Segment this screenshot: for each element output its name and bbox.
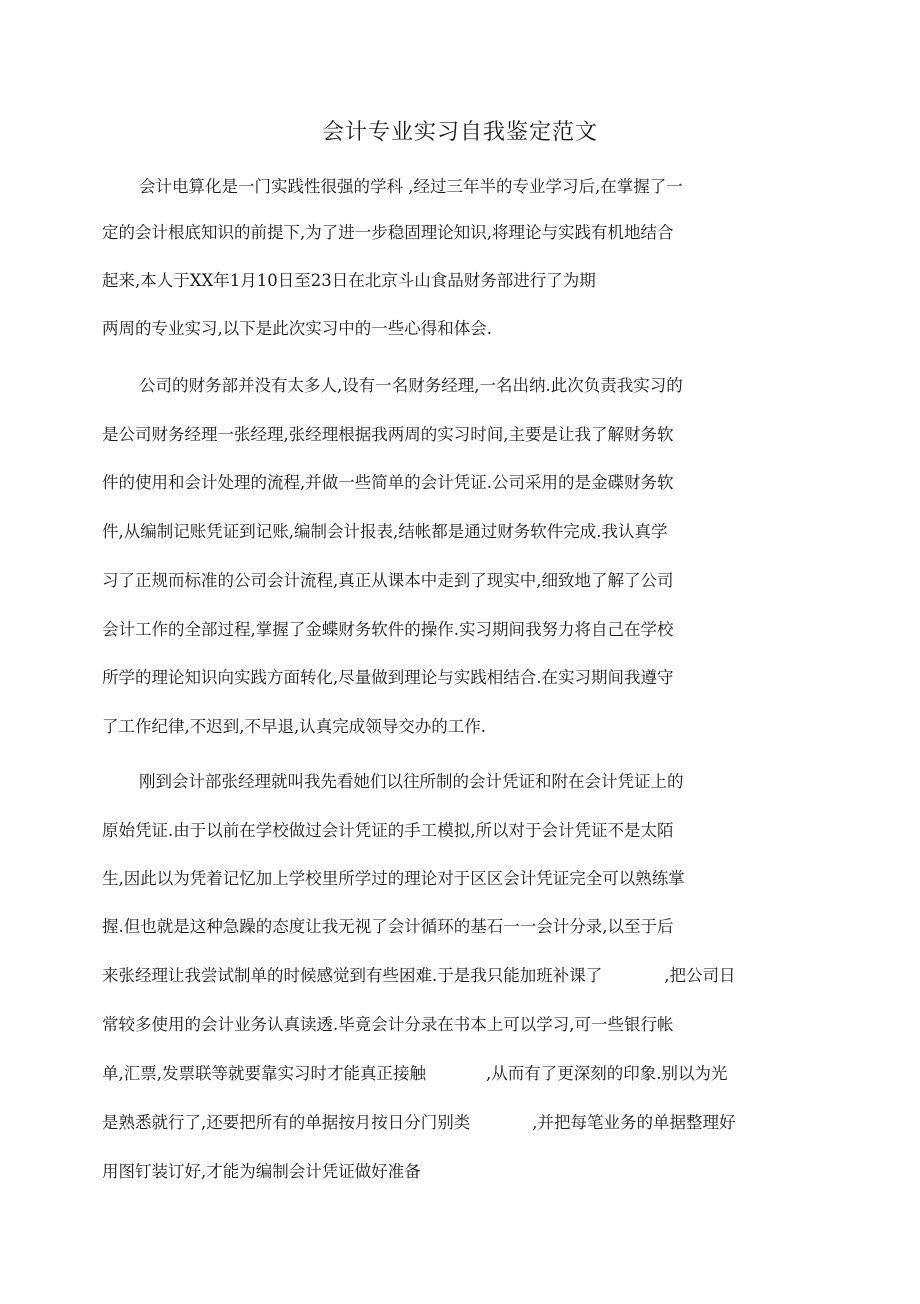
paragraph-3-line-8 <box>102 1110 736 1136</box>
paragraph-3-line-4: 握.但也就是这种急躁的态度让我无视了会计循环的基石一一会计分录,以至于后 <box>102 917 674 936</box>
document-title: 会计专业实习自我鉴定范文 <box>321 120 598 145</box>
line-segment: 来张经理让我尝试制单的时候感觉到有些困难.于是我只能加班补课了 <box>102 966 603 985</box>
paragraph-3-line-7 <box>102 1061 728 1087</box>
paragraph-2-line-1: 公司的财务部并没有太多人,设有一名财务经理,一名出纳.此次负责我实习的 <box>139 376 683 395</box>
paragraph-3-line-2: 原始凭证.由于以前在学校做过会计凭证的手工模拟,所以对于会计凭证不是太陌 <box>102 821 674 840</box>
paragraph-2-line-4: 件,从编制记账凭证到记账,编制会计报表,结帐都是通过财务软件完成.我认真学 <box>102 522 668 541</box>
paragraph-2-line-6: 会计工作的全部过程,掌握了金蝶财务软件的操作.实习期间我努力将自己在学校 <box>102 620 674 639</box>
line-segment: 常较多使用的会计业务认真读透.毕竟会计分录在书本上可以学习,可一些银行帐 <box>102 1015 674 1034</box>
paragraph-2-line-7: 所学的理论知识向实践方面转化,尽量做到理论与实践相结合.在实习期间我遵守 <box>102 668 674 687</box>
paragraph-3-line-9 <box>102 1159 421 1185</box>
paragraph-2-line-2: 是公司财务经理一张经理,张经理根据我两周的实习时间,主要是让我了解财务软 <box>102 425 674 444</box>
line-segment: 单,汇票,发票联等就要靠实习时才能真正接触 <box>102 1064 426 1083</box>
paragraph-1-line-3: 起来,本人于XX年1月10日至23日在北京斗山食品财务部进行了为期 <box>102 271 596 290</box>
line-segment: ,从而有了更深刻的印象.别以为光 <box>486 1064 728 1083</box>
paragraph-3-line-1: 刚到会计部张经理就叫我先看她们以往所制的会计凭证和附在会计凭证上的 <box>139 772 684 791</box>
paragraph-3-line-5 <box>102 963 736 989</box>
paragraph-1-line-1: 会计电算化是一门实践性很强的学科 ,经过三年半的专业学习后,在掌握了一 <box>139 177 683 196</box>
paragraph-2-line-3: 件的使用和会计处理的流程,并做一些简单的会计凭证.公司采用的是金碟财务软 <box>102 473 674 492</box>
paragraph-2-line-8: 了工作纪律,不迟到,不早退,认真完成领导交办的工作. <box>102 717 486 736</box>
line-segment: 用图钉装订好,才能为编制会计凭证做好准备 <box>102 1162 421 1181</box>
line-segment: ,把公司日 <box>664 966 736 985</box>
paragraph-3-line-3: 生,因此以为凭着记忆加上学校里所学过的理论对于区区会计凭证完全可以熟练掌 <box>102 869 685 888</box>
line-segment: ,并把每笔业务的单据整理好 <box>532 1113 736 1132</box>
paragraph-3-line-6 <box>102 1012 674 1038</box>
paragraph-2-line-5: 习了正规而标准的公司会计流程,真正从课本中走到了现实中,细致地了解了公司 <box>102 571 674 590</box>
paragraph-1-line-2: 定的会计根底知识的前提下,为了进一步稳固理论知识,将理论与实践有机地结合 <box>102 223 674 242</box>
paragraph-1-line-4: 两周的专业实习,以下是此次实习中的一些心得和体会. <box>102 319 492 338</box>
line-segment: 是熟悉就行了,还要把所有的单据按月按日分门别类 <box>102 1113 471 1132</box>
